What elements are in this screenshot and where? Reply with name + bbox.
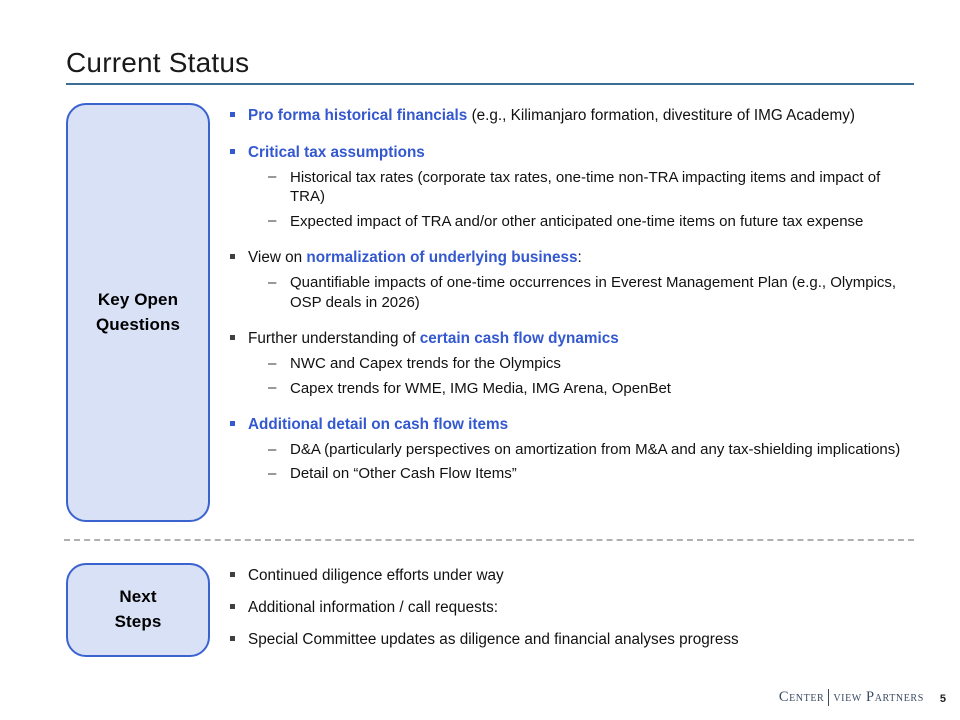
bullet-lead-text: View on bbox=[248, 249, 307, 267]
logo-word-view-partners: view Partners bbox=[833, 689, 924, 705]
bullet-blue-text: certain cash flow dynamics bbox=[419, 330, 619, 348]
bullet-list-level2 bbox=[268, 168, 916, 232]
square-bullet-icon bbox=[230, 335, 235, 340]
list-item bbox=[228, 566, 916, 586]
list-item bbox=[268, 212, 916, 232]
list-item bbox=[228, 143, 916, 231]
section-divider bbox=[64, 539, 914, 541]
section-label-key-open-questions bbox=[66, 103, 210, 522]
logo-divider-bar bbox=[828, 689, 829, 706]
list-item bbox=[228, 630, 916, 650]
bullet-blue-text: Critical tax assumptions bbox=[248, 143, 425, 161]
list-item bbox=[268, 440, 916, 460]
dash-bullet-icon: – bbox=[268, 354, 277, 372]
page-title: Current Status bbox=[66, 47, 250, 78]
bullet-blue-text: normalization of underlying business bbox=[306, 249, 578, 267]
key-open-questions-content bbox=[228, 106, 916, 486]
section-label-next-steps bbox=[66, 563, 210, 657]
bullet-blue-text: Additional detail on cash flow items bbox=[248, 416, 509, 433]
list-item bbox=[268, 379, 916, 399]
bullet-blue-text: Pro forma historical financials bbox=[248, 107, 468, 124]
list-item bbox=[228, 415, 916, 484]
title-block bbox=[66, 48, 914, 85]
square-bullet-icon bbox=[230, 572, 235, 577]
dash-bullet-icon: – bbox=[268, 212, 277, 230]
bullet-black-text: (e.g., Kilimanjaro formation, divestiture of IMG Academy) bbox=[467, 107, 855, 124]
list-item bbox=[228, 248, 916, 312]
section-label-line1: Next bbox=[119, 587, 157, 607]
square-bullet-icon bbox=[230, 421, 235, 426]
list-item bbox=[268, 464, 916, 484]
bullet-black-text: Special Committee updates as diligence and financial analyses progress bbox=[248, 630, 739, 648]
page-number: 5 bbox=[939, 693, 946, 705]
list-item bbox=[268, 273, 916, 312]
dash-bullet-icon: – bbox=[268, 465, 277, 483]
bullet-list-level1 bbox=[228, 106, 916, 484]
list-item bbox=[228, 329, 916, 398]
dash-bullet-icon: – bbox=[268, 273, 277, 291]
square-bullet-icon bbox=[230, 112, 235, 117]
square-bullet-icon bbox=[230, 604, 235, 609]
bullet-list-level2 bbox=[268, 273, 916, 312]
sub-bullet-text: Detail on “Other Cash Flow Items” bbox=[290, 465, 517, 483]
sub-bullet-text: Capex trends for WME, IMG Media, IMG Arena, OpenBet bbox=[290, 379, 671, 397]
bullet-list-level2 bbox=[268, 440, 916, 484]
square-bullet-icon bbox=[230, 636, 235, 641]
sub-bullet-text: NWC and Capex trends for the Olympics bbox=[290, 355, 561, 372]
sub-bullet-text: Historical tax rates (corporate tax rates, one-time non-TRA impacting items and impact of TRA) bbox=[290, 168, 881, 206]
bullet-black-text: Additional information / call requests: bbox=[248, 598, 498, 616]
dash-bullet-icon: – bbox=[268, 168, 277, 186]
bullet-lead-text: Further understanding of bbox=[248, 330, 420, 348]
dash-bullet-icon: – bbox=[268, 440, 277, 458]
square-bullet-icon bbox=[230, 254, 235, 259]
section-label-line1: Key Open bbox=[97, 289, 179, 309]
list-item bbox=[268, 168, 916, 207]
section-label-text bbox=[96, 288, 180, 337]
bullet-trail-text: : bbox=[577, 249, 582, 267]
square-bullet-icon bbox=[230, 149, 235, 154]
bullet-list-level1 bbox=[228, 566, 916, 650]
next-steps-content bbox=[228, 566, 916, 652]
bullet-list-level2 bbox=[268, 354, 916, 398]
section-label-text bbox=[115, 585, 162, 634]
sub-bullet-text: Quantifiable impacts of one-time occurrences in Everest Management Plan (e.g., Olympics, OSP deals in 2026) bbox=[290, 274, 897, 311]
section-label-line2: Steps bbox=[114, 612, 162, 631]
title-underline-rule bbox=[66, 83, 914, 85]
centerview-partners-logo bbox=[779, 689, 924, 706]
footer bbox=[779, 689, 946, 706]
sub-bullet-text: D&A (particularly perspectives on amortization from M&A and any tax-shielding implications) bbox=[290, 440, 901, 458]
section-label-line2: Questions bbox=[95, 314, 181, 334]
dash-bullet-icon: – bbox=[268, 379, 277, 397]
list-item bbox=[228, 106, 916, 126]
sub-bullet-text: Expected impact of TRA and/or other anticipated one-time items on future tax expense bbox=[290, 212, 864, 230]
bullet-black-text: Continued diligence efforts under way bbox=[248, 567, 504, 584]
list-item bbox=[268, 354, 916, 374]
logo-word-center: Center bbox=[778, 689, 825, 705]
list-item bbox=[228, 598, 916, 618]
